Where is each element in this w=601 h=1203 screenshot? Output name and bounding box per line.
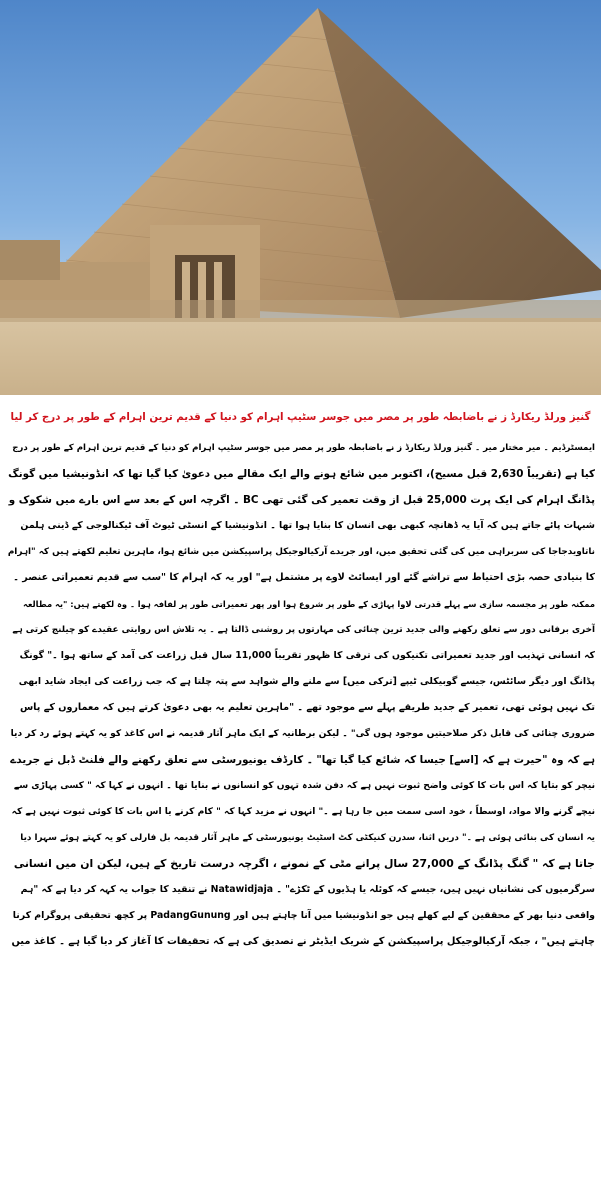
article-line: چاہتے ہیں" ، جبکہ آرکیالوجیکل پراسپیکشن کے شریک ایڈیٹر نے تصدیق کی ہے کہ تحقیقات کا آغاز کر دیا گیا ہے ۔ کاغذ میں: [11, 936, 595, 947]
article-line: یہ انسان کی بنائی ہوئی ہے ۔" دریں اثنا، سدرن کنیکٹی کٹ اسٹیٹ یونیورسٹی کے ماہر آثار قدیمہ بل فارلی کو یہ کہتے ہوئے سہرا دیا: [20, 833, 595, 843]
article-line: ناتاویدجاجا کی سربراہی میں کی گئی تحقیق میں، اور جریدے آرکیالوجیکل پراسپیکشن میں شائع ہوا، ماہرین تعلیم لکھتے ہیں کہ "اہرام: [8, 547, 595, 557]
article-line: آخری برفانی دور سے تعلق رکھنے والی جدید ترین چنائی کی مہارتوں پر روشنی ڈالتا ہے ۔ یہ تلاش اس روایتی عقیدے کو چیلنج کرتی ہے: [12, 625, 595, 635]
article-line: نیچر کو بتایا کہ اس بات کا کوئی واضح ثبوت نہیں ہے کہ دفن شدہ تہوں کو انسانوں نے بنایا تھا ۔ انہوں نے کہا کہ " کسی پہاڑی سے: [13, 781, 595, 791]
article-line: کہ انسانی تہذیب اور جدید تعمیراتی تکنیکوں کی ترقی کا ظہور تقریباً 11,000 سال قبل زراعت کی آمد کے ساتھ ہوا ۔" گونگ: [19, 650, 595, 661]
article-line: شبہات پائے جاتے ہیں کہ آیا یہ ڈھانچہ کبھی بھی انسان کا بنایا ہوا تھا ۔ انڈونیشیا کے انسٹی ٹیوٹ آف ٹیکنالوجی کے ڈینی ہلمن: [20, 520, 595, 531]
article-line: ممکنہ طور پر مجسمہ سازی سے پہلے قدرتی لاوا پہاڑی کے طور پر شروع ہوا اور پھر تعمیراتی طور پر لفافہ ہوا ۔ وہ لکھتے ہیں: "یہ مطالعہ: [22, 599, 595, 609]
pyramid-photo: [0, 0, 601, 395]
headline: گنیز ورلڈ ریکارڈ ز نے باضابطہ طور پر مصر میں جوسر سٹیپ اہرام کو دنیا کے قدیم ترین اہرام کے طور پر درج کر لیا: [10, 411, 591, 423]
article-line: تک نہیں ہوئی تھی، تعمیر کے جدید طریقے پہلے سے موجود تھے ۔ "ماہرین تعلیم یہ بھی دعویٰ کرتے ہیں کہ معماروں کے پاس: [19, 702, 595, 713]
article-line: نیچے گرنے والا مواد، اوسطاً ، خود اسی سمت میں جا رہا ہے ۔" انہوں نے مزید کہا کہ " کام کرنے یا اس بات کا کوئی ثبوت نہیں ہے کہ: [11, 807, 595, 817]
article-line: کا بنیادی حصہ بڑی احتیاط سے تراشے گئے اور ایسائٹ لاوے پر مشتمل ہے" اور یہ کہ اہرام کا "سب سے قدیم تعمیراتی عنصر ۔: [13, 572, 595, 583]
article-line: واقعی دنیا بھر کے محققین کے لیے کھلے ہیں جو انڈونیشیا میں آنا چاہتے ہیں اور PadangGunung پر کچھ تحقیقی پروگرام کرنا: [12, 910, 595, 921]
article-line: سرگرمیوں کی نشانیاں نہیں ہیں، جیسے کہ کوئلہ یا ہڈیوں کے ٹکڑے" ۔ Natawidjaja نے تنقید کا جواب یہ کہہ کر دیا ہے کہ "ہم: [20, 884, 595, 895]
article-line: ہے کہ وہ "حیرت ہے کہ [اسے] جیسا کہ شائع کیا گیا تھا" ۔ کارڈف یونیورسٹی سے تعلق رکھنے والے فلنٹ ڈبل نے جریدے: [10, 754, 595, 766]
article-line: پڈانگ اور دیگر سائٹس، جیسے گوبیکلی ٹیپے [ترکی میں] سے ملنے والے شواہد سے پتہ چلتا ہے کہ جب زراعت کی ایجاد شاید ابھی: [18, 676, 595, 687]
article-line: ایمسٹرڈیم ۔ میر مختار میر ۔ گنیز ورلڈ ریکارڈ ز نے باضابطہ طور پر مصر میں جوسر سٹیپ اہرام کو دنیا کے قدیم ترین اہرام کے طور پر درج: [12, 443, 595, 453]
article-line: پڈانگ اہرام کی ایک پرت 25,000 قبل از وقت تعمیر کی گئی تھی BC ۔ اگرچہ اس کے بعد سے اس بارے میں شکوک و: [8, 494, 595, 506]
article-body: [0, 435, 601, 955]
article-line: کیا ہے (تقریباً 2,630 قبل مسیح)، اکتوبر میں شائع ہونے والے ایک مقالے میں دعویٰ کیا گیا تھا کہ انڈونیشیا میں گونگ: [8, 468, 595, 480]
article-line: ضروری چنائی کی قابل ذکر صلاحیتیں موجود ہوں گی" ۔ لیکن برطانیہ کے ایک ماہر آثار قدیمہ نے اس کاغذ کو یہ کہتے ہوئے رد کر دیا: [10, 729, 595, 739]
article-line: جاتا ہے کہ " گنگ پڈانگ کے 27,000 سال پرانے مٹی کے نمونے ، اگرچہ درست تاریخ کے ہیں، لیکن ان میں انسانی: [13, 857, 595, 870]
